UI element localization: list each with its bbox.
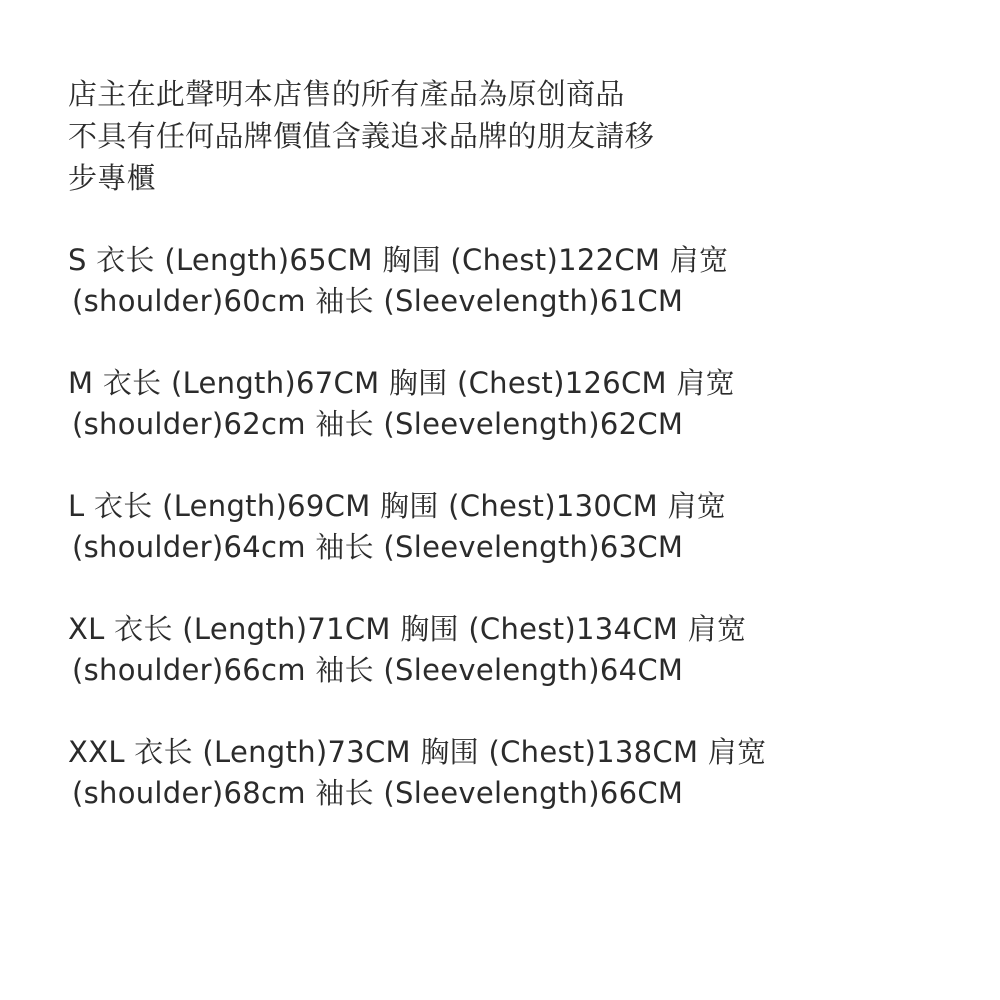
size-xl-line-2: (shoulder)66cm 袖长 (Sleevelength)64CM [72,653,684,687]
size-m-line-2: (shoulder)62cm 袖长 (Sleevelength)62CM [72,407,684,441]
size-l-line-1: L 衣长 (Length)69CM 胸围 (Chest)130CM 肩宽 [68,489,727,523]
size-xl-line-1: XL 衣长 (Length)71CM 胸围 (Chest)134CM 肩宽 [68,612,747,646]
notice-line-1: 店主在此聲明本店售的所有產品為原创商品 [68,77,625,111]
size-xxl-line-2: (shoulder)68cm 袖长 (Sleevelength)66CM [72,776,684,810]
size-s-line-1: S 衣长 (Length)65CM 胸围 (Chest)122CM 肩宽 [68,243,729,277]
notice-line-3: 步專櫃 [68,161,156,195]
size-m-line-1: M 衣长 (Length)67CM 胸围 (Chest)126CM 肩宽 [68,366,735,400]
notice-line-2: 不具有任何品牌價值含義追求品牌的朋友請移 [68,119,655,153]
size-xxl-line-1: XXL 衣长 (Length)73CM 胸围 (Chest)138CM 肩宽 [68,735,767,769]
size-l-line-2: (shoulder)64cm 袖长 (Sleevelength)63CM [72,530,684,564]
size-s-line-2: (shoulder)60cm 袖长 (Sleevelength)61CM [72,284,684,318]
